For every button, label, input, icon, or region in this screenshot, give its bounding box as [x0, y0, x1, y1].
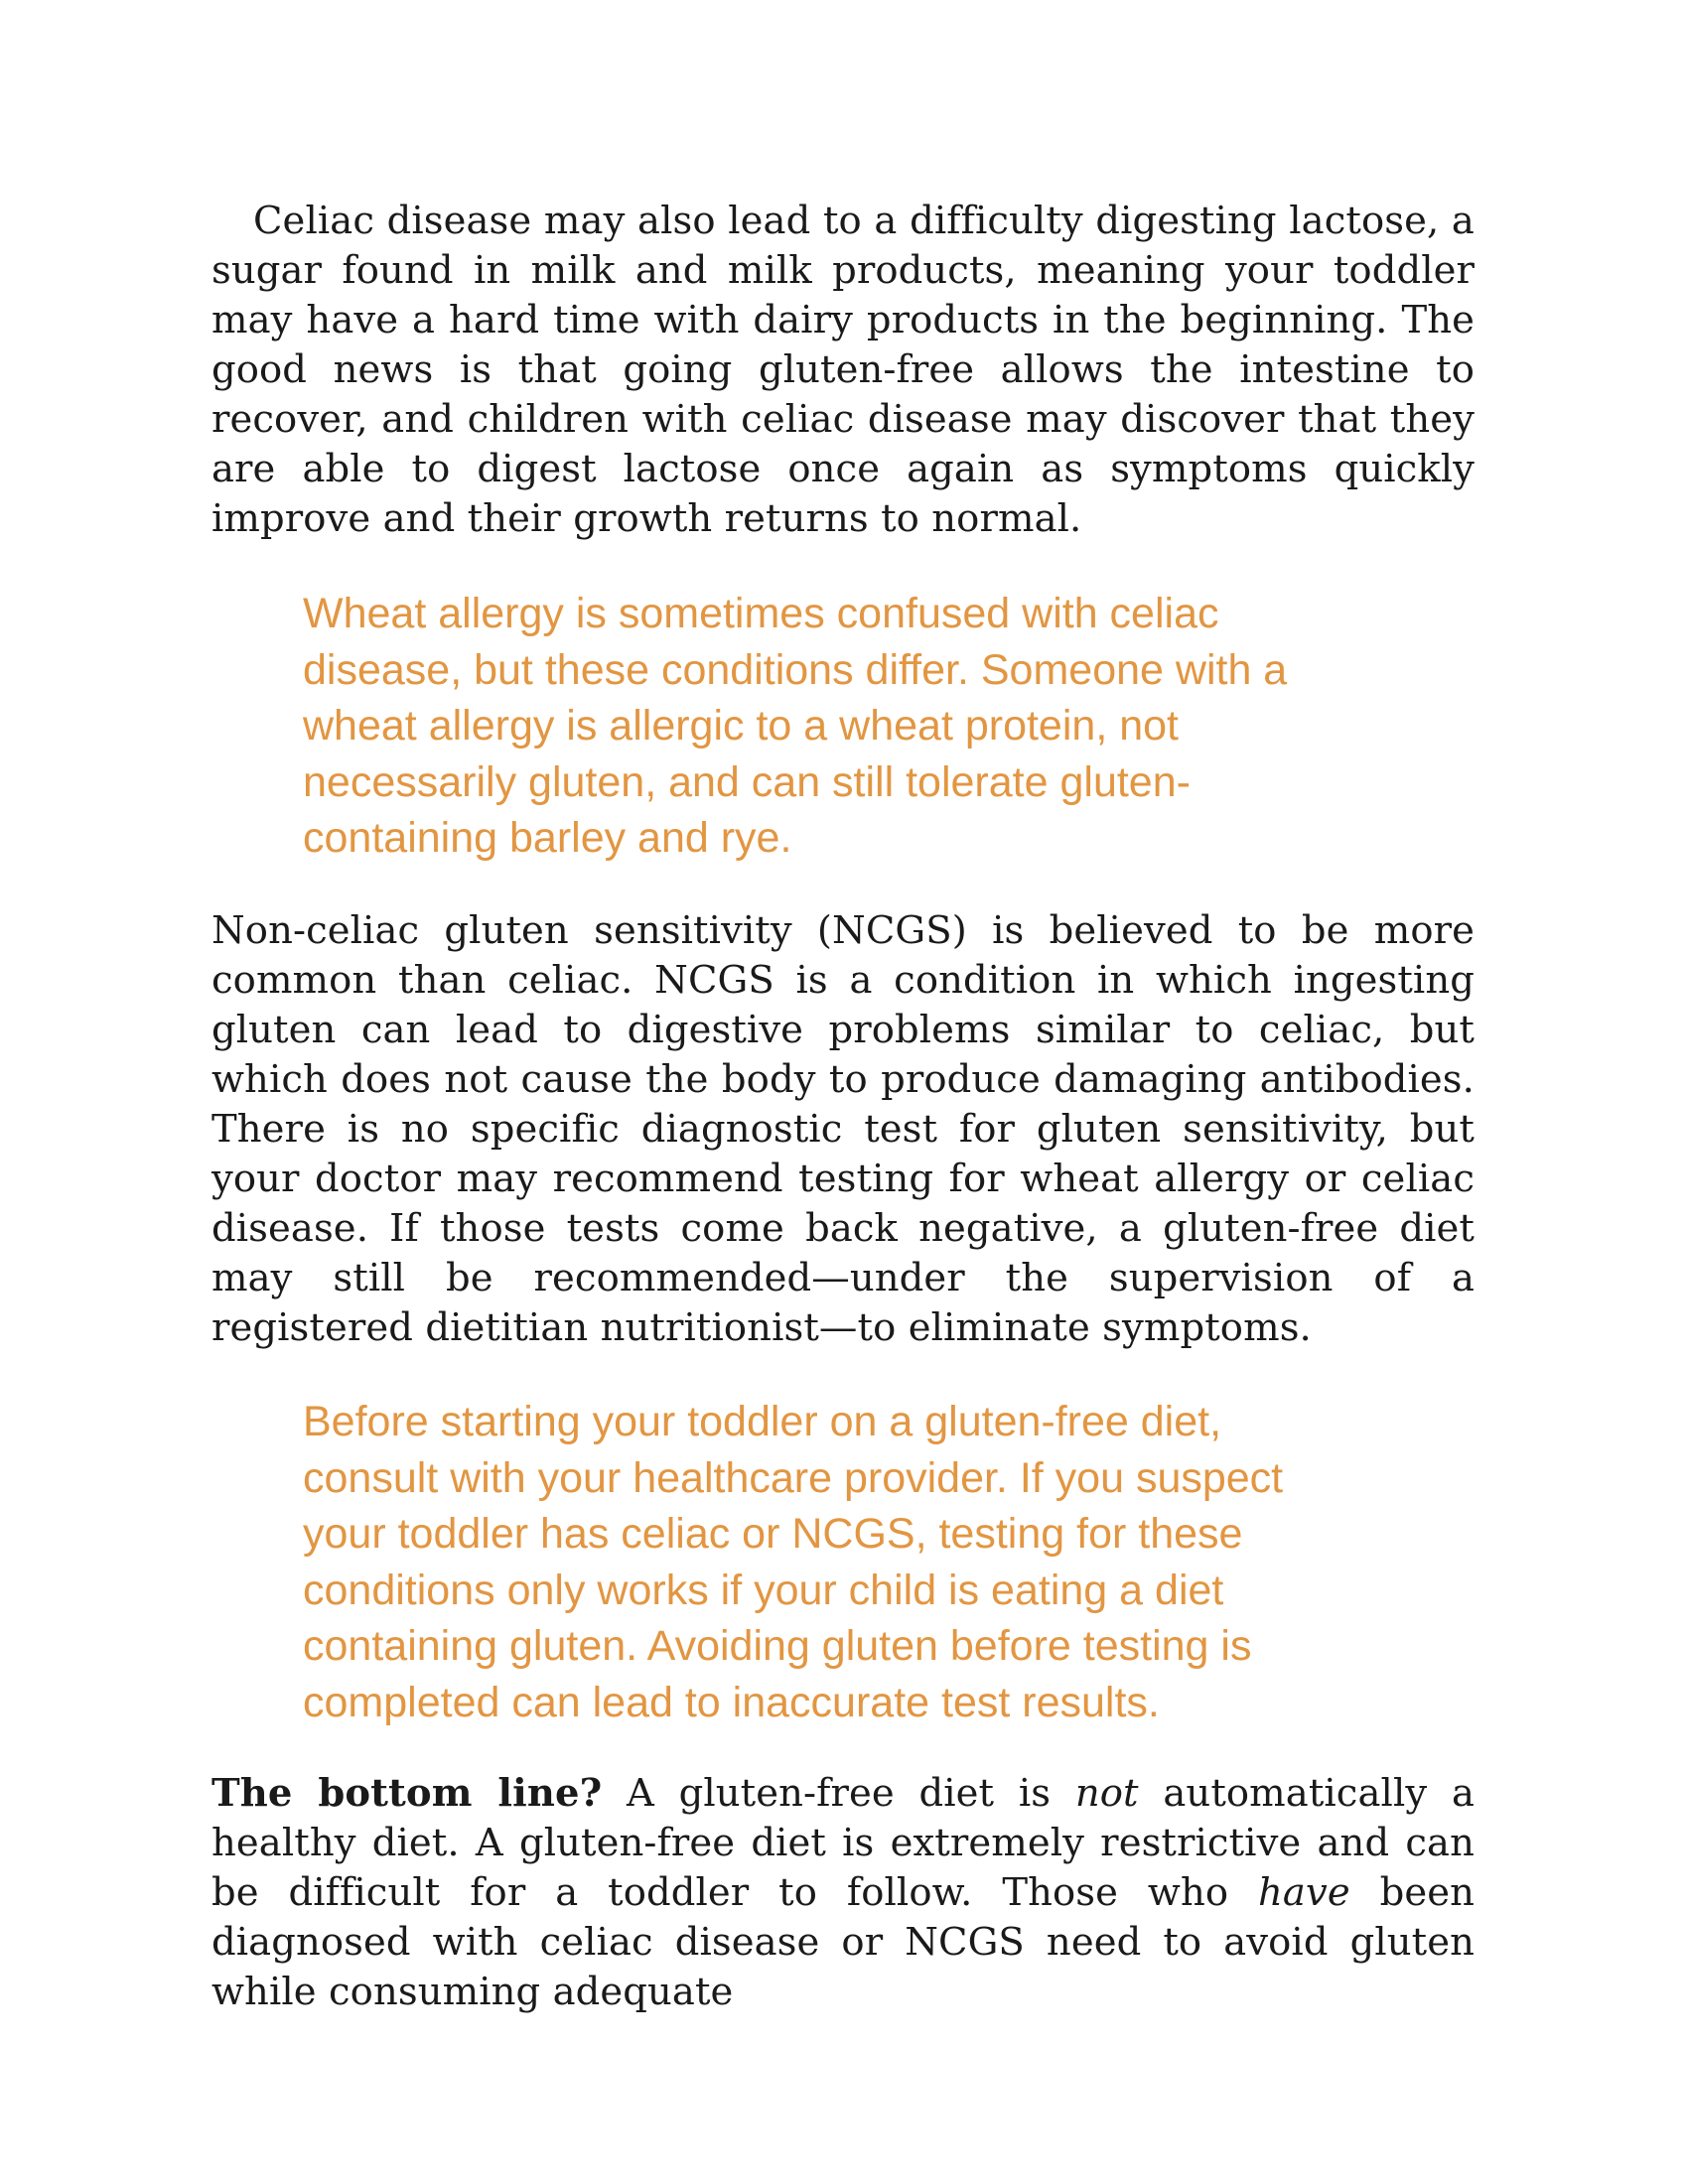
emphasis-not: not	[1074, 1771, 1139, 1816]
paragraph-ncgs: Non-celiac gluten sensitivity (NCGS) is believed to be more common than celiac. NCGS is a condition in which ingesting gluten can lead to digestive problems similar to celiac, but which does not cause the body to produce damaging antibodies. There is no specific diagnostic test for gluten sensitivity, but your doctor may recommend testing for wheat allergy or celiac disease. If those tests come back negative, a gluten-free diet may still be recommended—under the supervision of a registered dietitian nutritionist—to eliminate symptoms.	[211, 908, 1475, 1350]
paragraph-lactose: Celiac disease may also lead to a difficulty digesting lactose, a sugar found in milk and milk products, meaning your toddler may have a hard time with dairy products in the beginning. The good news is that going gluten-free allows the intestine to recover, and children with celiac disease may discover that they are able to digest lactose once again as symptoms quickly improve and their growth returns to normal.	[211, 199, 1475, 541]
callout-consult-provider: Before starting your toddler on a gluten-free diet, consult with your healthcare provider. If you suspect your toddler has celiac or NCGS, testing for these conditions only works if your child is eating a diet containing gluten. Avoiding gluten before testing is completed can lead to inaccurate test results.	[303, 1398, 1284, 1726]
emphasis-have: have	[1258, 1870, 1350, 1915]
bottom-line-text-1: A gluten-free diet is	[602, 1771, 1075, 1816]
bottom-line-lead: The bottom line?	[211, 1771, 603, 1816]
callout-wheat-allergy: Wheat allergy is sometimes confused with celiac disease, but these conditions differ. Someone with a wheat allergy is allergic to a wheat protein, not necessarily gluten, and can still tolerate gluten-containing barley and rye.	[303, 590, 1288, 862]
bottom-line-text-2: automatically a healthy diet. A gluten-free diet is extremely restrictive and can be difficult for a toddler to follow. Those who	[211, 1771, 1475, 1915]
bottom-line-text-3: been diagnosed with celiac disease or NCGS need to avoid gluten while consuming adequate	[211, 1870, 1475, 2014]
paragraph-bottom-line	[211, 1769, 1475, 2017]
